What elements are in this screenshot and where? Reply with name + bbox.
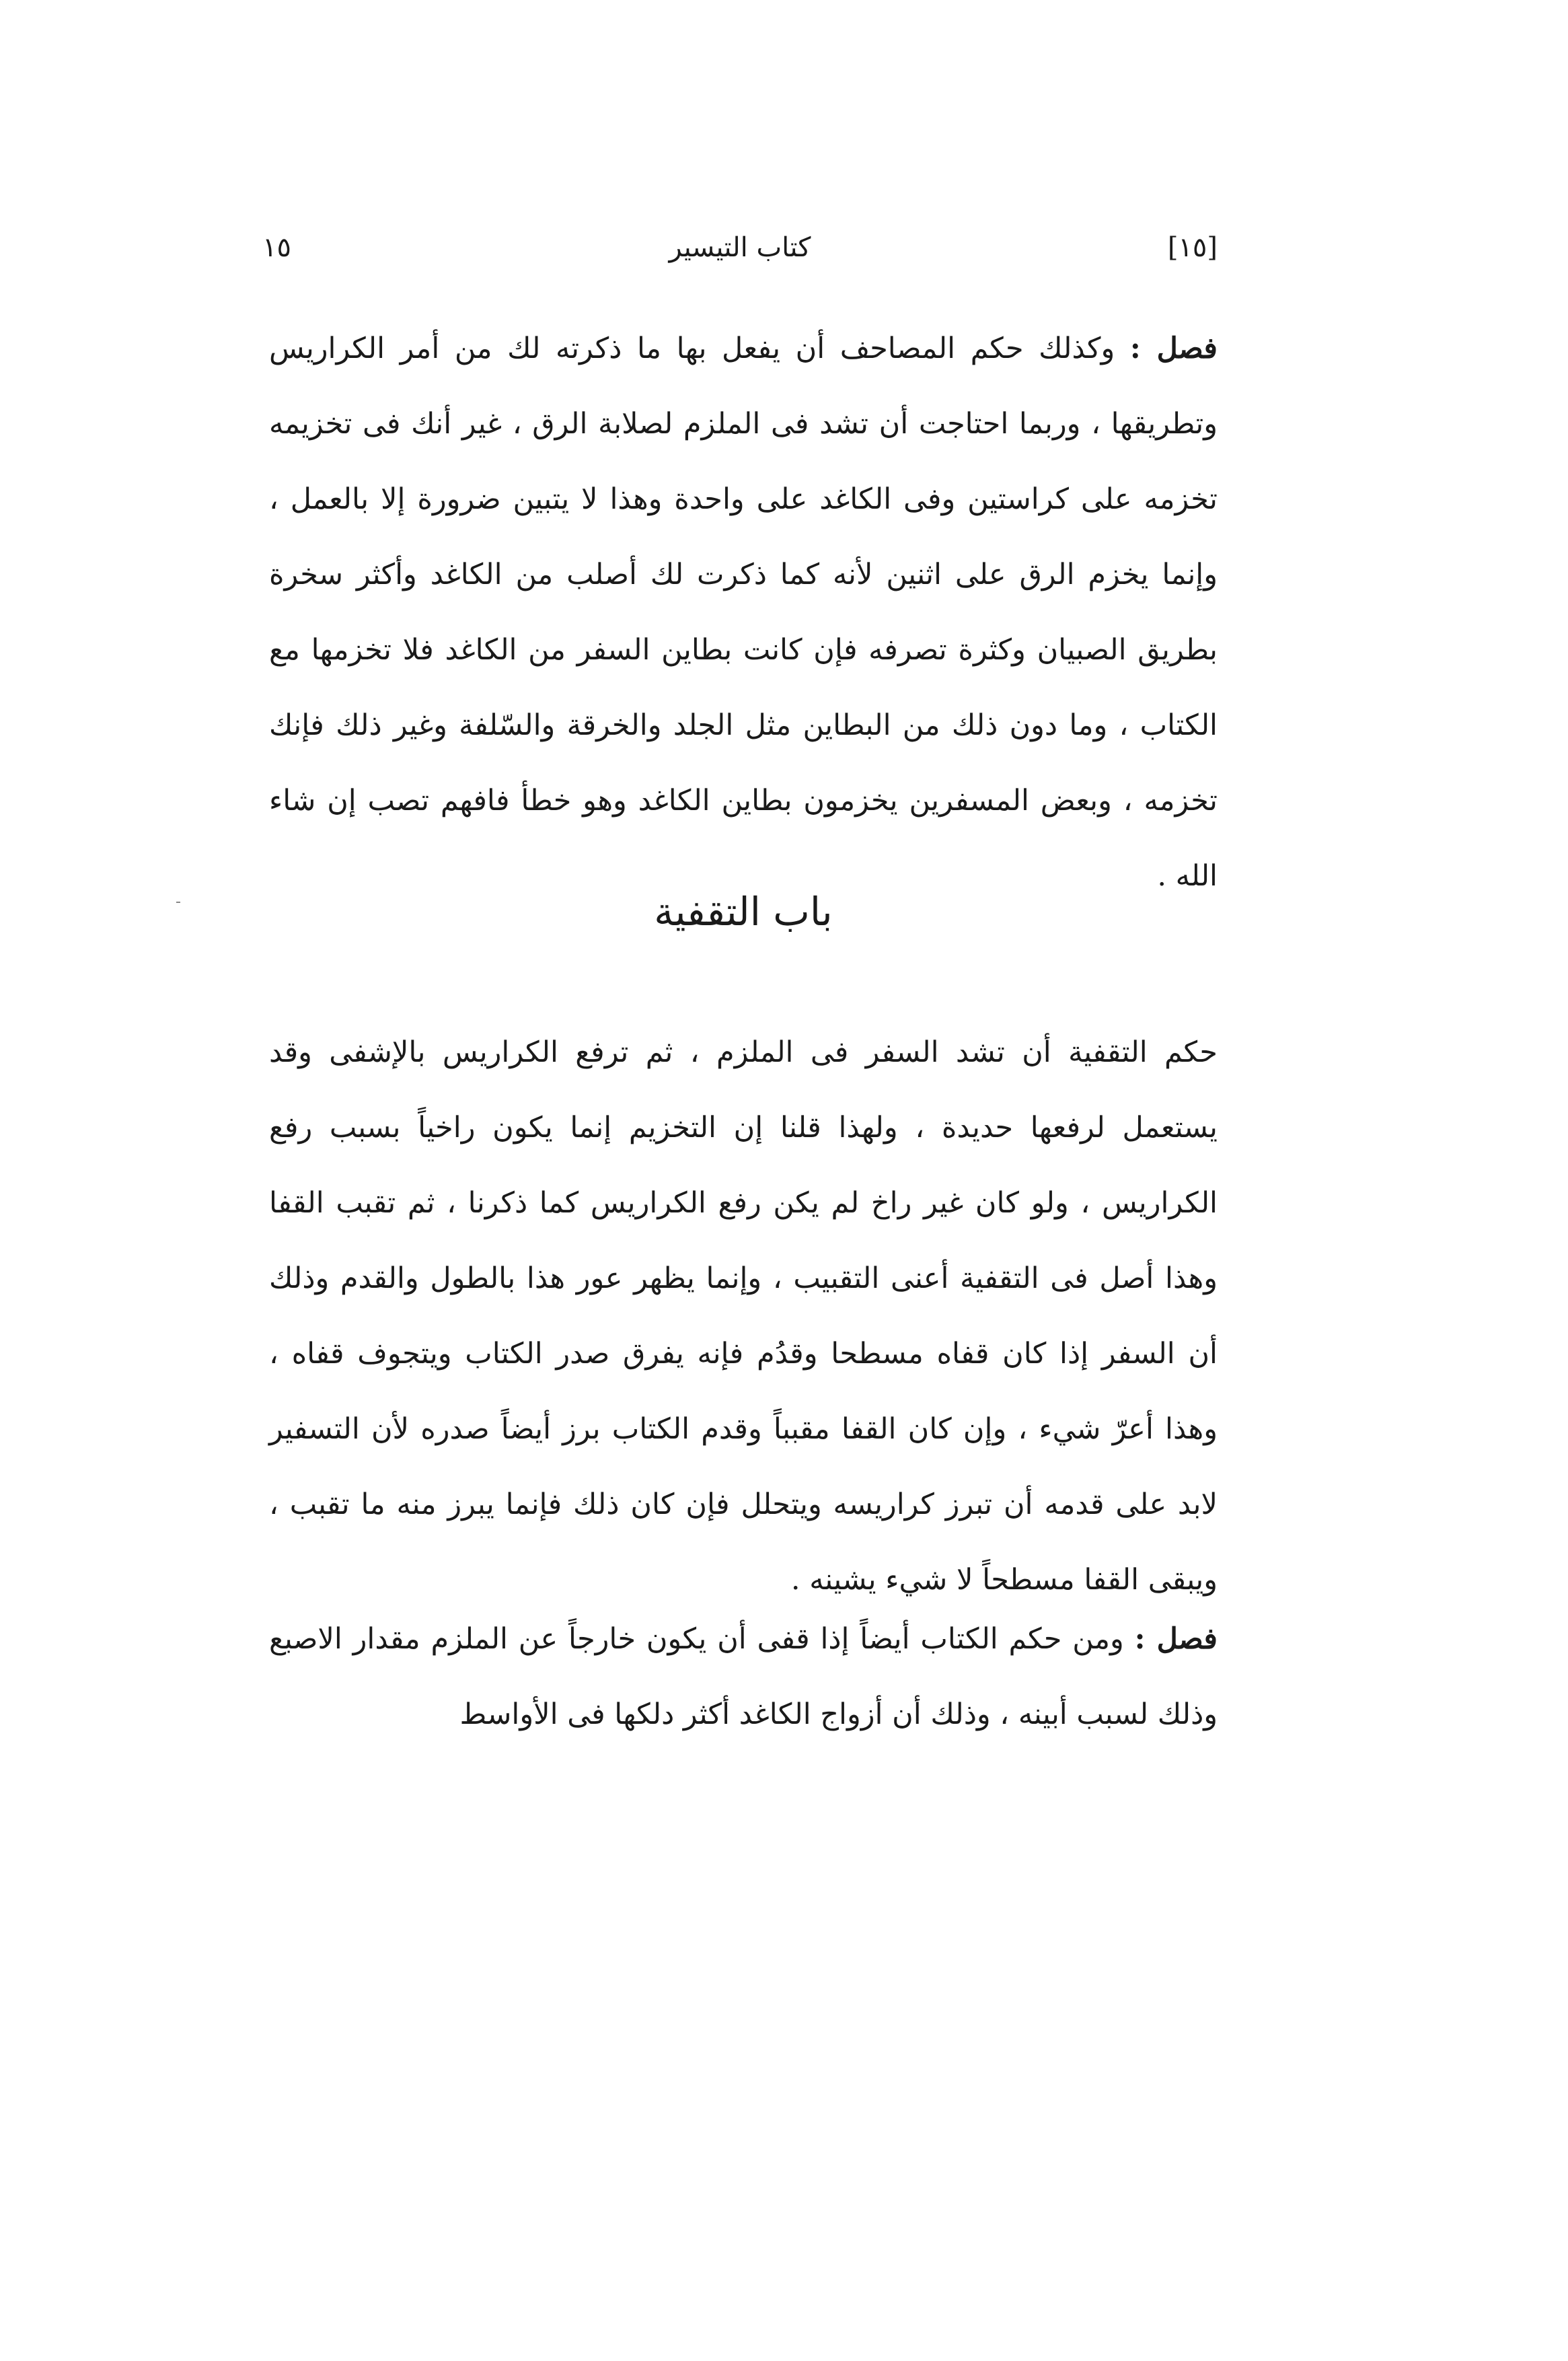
section-paragraph-2 <box>269 1015 1218 1618</box>
section-paragraph-3 <box>269 1601 1218 1752</box>
page-number-bracketed: [١٥] <box>1167 232 1218 263</box>
section-lead: فصل : <box>1129 332 1218 365</box>
section-body: ومن حكم الكتاب أيضاً إذا قفى أن يكون خارجاً عن الملزم مقدار الاصبع وذلك لسبب أبينه ، وذلك أن أزواج الكاغد أكثر دلكها فى الأواسط <box>269 1622 1218 1731</box>
page-header <box>262 232 1218 279</box>
page-number: ١٥ <box>262 232 291 263</box>
section-body: حكم التقفية أن تشد السفر فى الملزم ، ثم ترفع الكراريس بالإشفى وقد يستعمل لرفعها حديدة ، ولهذا قلنا إن التخزيم إنما يكون راخياً بسبب رفع الكراريس ، ولو كان غير راخ لم يكن رفع الكراريس كما ذكرنا ، ثم تقبب القفا وهذا أصل فى التقفية أعنى التقبيب ، وإنما يظهر عور هذا بالطول والقدم وذلك أن السفر إذا كان قفاه مسطحا وقدُم فإنه يفرق صدر الكتاب ويتجوف قفاه ، وهذا أعرّ شيء ، وإن كان القفا مقبباً وقدم الكتاب برز أيضاً صدره لأن التسفير لابد على قدمه أن تبرز كراريسه ويتحلل فإن كان ذلك فإنما يبرز منه ما تقبب ، ويبقى القفا مسطحاً لا شيء يشينه . <box>269 1036 1218 1597</box>
margin-mark <box>176 902 180 903</box>
section-paragraph-1 <box>269 311 1218 914</box>
section-body: وكذلك حكم المصاحف أن يفعل بها ما ذكرته لك من أمر الكراريس وتطريقها ، وربما احتاجت أن تشد فى الملزم لصلابة الرق ، غير أنك فى تخزيمه تخزمه على كراستين وفى الكاغد على واحدة وهذا لا يتبين ضرورة إلا بالعمل ، وإنما يخزم الرق على اثنين لأنه كما ذكرت لك أصلب من الكاغد وأكثر سخرة بطريق الصبيان وكثرة تصرفه فإن كانت بطاين السفر من الكاغد فلا تخزمها مع الكتاب ، وما دون ذلك من البطاين مثل الجلد والخرقة والسّلفة وغير ذلك فإنك تخزمه ، وبعض المسفرين يخزمون بطاين الكاغد وهو خطأ فافهم تصب إن شاء الله . <box>269 332 1218 893</box>
chapter-heading: باب التقفية <box>654 889 833 935</box>
running-title: كتاب التيسير <box>669 232 811 263</box>
section-lead: فصل : <box>1134 1622 1218 1656</box>
